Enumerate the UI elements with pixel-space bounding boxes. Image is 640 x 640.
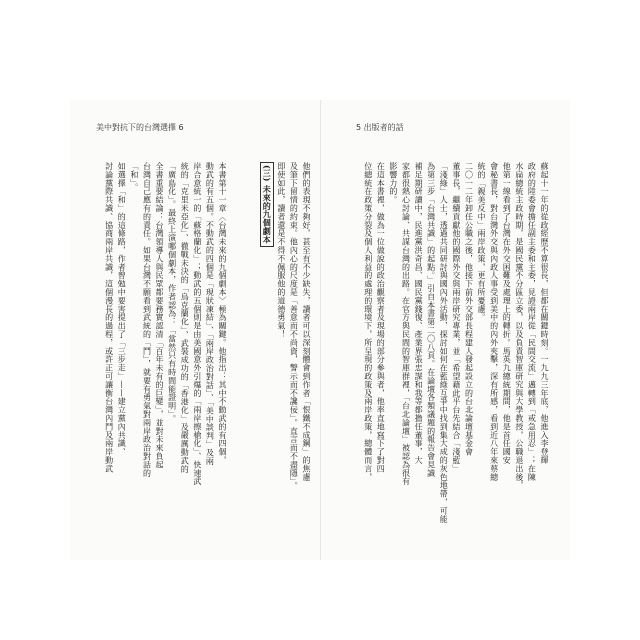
text-column: 為第三步「台灣共識」的起點。」引自本書第二〇八頁。在論壇各類議題的報告會見識 bbox=[426, 162, 436, 478]
text-column: 如選擇「和」的這條路，作者曾勉中要害提出了「三步走」——建立黨內共識、 bbox=[117, 162, 127, 456]
text-column: 水扁總統主政時期，是國民黨不分區立委，以及負責智庫研究與大學教授，公職退出後， bbox=[514, 162, 524, 490]
text-column: 岸合意統一的「蘇格蘭化」；動武的五個則是由美國意外引爆的「兩岸擦槍化」、快速武 bbox=[192, 162, 202, 486]
right-page-header: 5 出版者的話 bbox=[356, 123, 404, 132]
text-column: 會秘書長，對台灣外交與內政人事受到美中的內外夾擊，深有所感，看到近八年來蔡總 bbox=[489, 162, 499, 482]
text-column: 及筆下留情的約束。他內心的尺度是「善意而不尚資，警示而不讒佞」。直言而不盡隱」。 bbox=[289, 162, 299, 490]
text-column: 台灣自己應有的責任。如果台灣不願看到武統的「鬥」，就要有勇氣對兩岸政治對話的 bbox=[142, 162, 152, 478]
text-column: 影響力的。 bbox=[388, 162, 398, 204]
text-column: 家都很熱心討論、共謀台灣的出路。在官方與民間的智庫群裡，「台北論壇」被認為很有 bbox=[401, 162, 411, 486]
text-column: 統的「克里米亞化」、徹戰未決的「烏克蘭化」、武裝成功的「香港化」及嚴厲動武的 bbox=[180, 162, 190, 474]
text-column: 他們的表現不夠好，甚至有不少缺失，讀者可以深刻體會到作者「恨鐵不成鋼」的焦慮 bbox=[302, 162, 311, 482]
text-column: 統的「親美反中」兩岸政策，更有所憂慮。 bbox=[477, 162, 487, 322]
text-column: 「淺綠」人士，透過共同研討與國內外活動，探討如何在藍綠互爭中找到集大成的灰色地帶，可能 bbox=[439, 162, 449, 524]
section-title: (三) 未來的九個劇本 bbox=[260, 162, 275, 247]
left-page-body bbox=[104, 162, 228, 540]
text-column: 在這本書裡，做為一位做說的政治觀察者及現場的部分參與者，他率直地寫下了對四 bbox=[376, 162, 386, 473]
section-heading bbox=[260, 162, 275, 540]
text-column: 位總統在政策分裂及個人利益的處理的環境下，所呈現的政策及兩岸政策，總體而言， bbox=[363, 162, 373, 482]
text-column: 討論黨際共識、協商兩岸共識，這個漫長的過程，或許正可讓衡台灣內鬥及兩岸動武 bbox=[104, 162, 114, 473]
text-column: 蘇起十一年的從政經歷不算很長，但都在關鍵時刻。一九九三年底，他進入李登輝 bbox=[540, 162, 549, 465]
page-fold bbox=[320, 100, 321, 560]
left-page-body-top bbox=[244, 162, 312, 540]
text-column: 二〇一二年卸任公職之後，他接下前外交部長程建人發起設立的台北論壇基金會 bbox=[464, 162, 474, 456]
text-column: 「和」。 bbox=[129, 162, 139, 192]
text-column: 全書重要結論：台灣領導人與民眾都要務實認清「百年未有的巨變」，並對未來負起 bbox=[155, 162, 165, 469]
text-column: 政府的陸委會擔任副主委和主委，見證兩岸從「民間交流」邁轉到「戒急用忍」；在陳 bbox=[527, 162, 537, 482]
text-column: 動武的有五個。不動武的四個是「現狀凍結」、「兩岸政治對話」、「美中談判」及兩 bbox=[205, 162, 215, 466]
right-page-body bbox=[340, 162, 550, 540]
left-page-header: 美中對抗下的台灣選擇 6 bbox=[96, 123, 184, 132]
text-column: 本書第十一章〈台灣未來的九個劇本〉極為關鍵。他指出：其中不動武的有四個， bbox=[218, 162, 227, 465]
text-column: 補足期研讀中，民進黨洪奇昌、國民黨錢復、產業界張忠謀和我等都擔任董事，大 bbox=[414, 162, 424, 465]
text-column: 董事長，繼續貢獻他的國際外交與兩岸研究專業，並「希望藉此平台先結合「淺藍」 bbox=[451, 162, 461, 473]
text-column: 即使如此，讀者還是不得不佩服他的道德勇氣！ bbox=[276, 162, 286, 339]
text-column: 他第一線看到了台灣在外交困難及處理上的轉折。馬英九總統期間，他是首任國安 bbox=[502, 162, 512, 465]
text-column: 「廣島化」。最終上演哪個劇本，作者認為：「當然只有時間能證明」。 bbox=[167, 162, 177, 423]
